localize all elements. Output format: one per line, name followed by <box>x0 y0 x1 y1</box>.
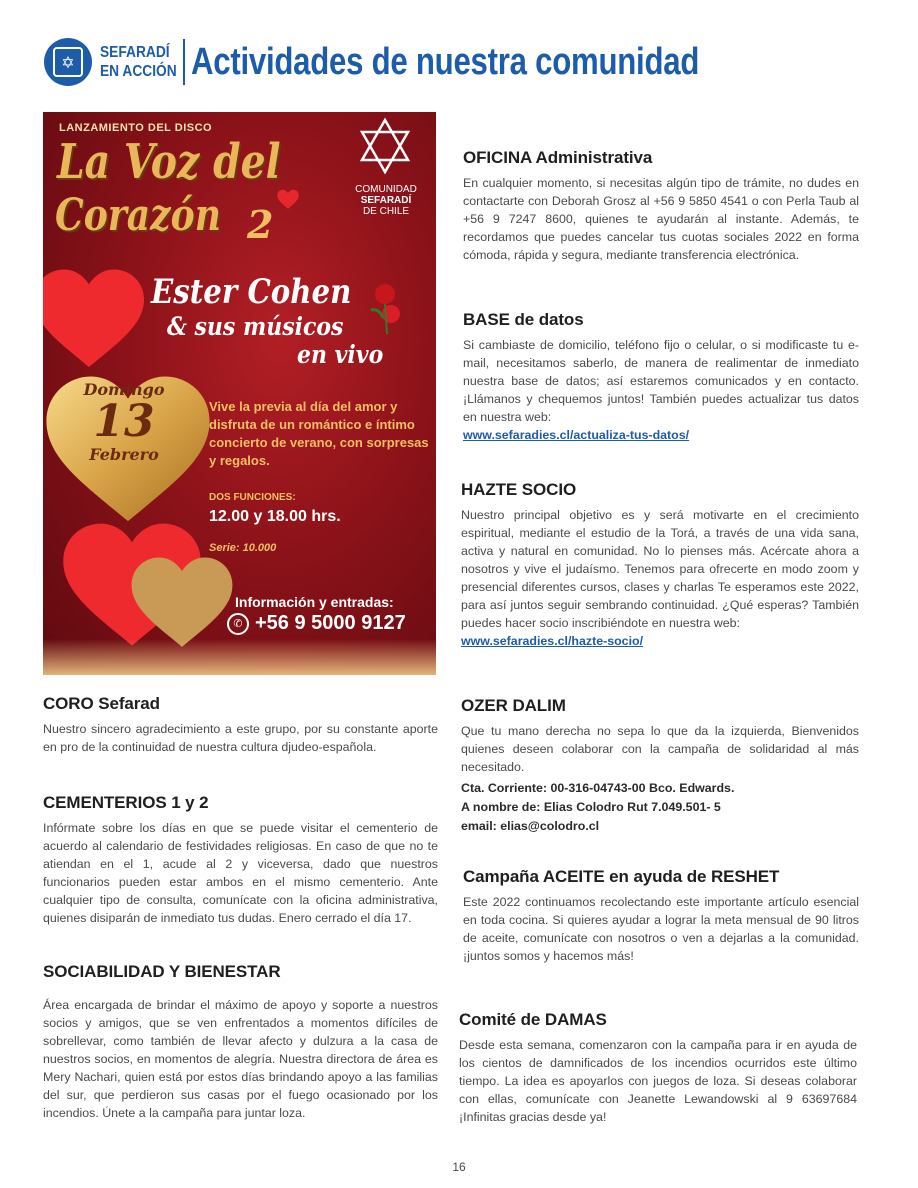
poster-live: en vivo <box>297 340 384 369</box>
poster-date <box>47 380 201 464</box>
section-brand <box>100 43 189 81</box>
section-body: Desde esta semana, comenzaron con la campaña para ir en ayuda de los cientos de damnificados de los incendios ocurridos este último tiempo. La idea es apoyarlos con juegos de loza. Si deseas colaborar con ellas, comunícate con Jeanette Lewandowski al 9 63697684 ¡Infinitas gracias desde ya! <box>459 1038 857 1124</box>
section-aceite <box>463 867 859 965</box>
poster-title-number: 2 <box>247 202 274 247</box>
section-title: Comité de DAMAS <box>459 1010 607 1029</box>
section-ozer-dalim <box>461 696 859 836</box>
section-body: Infórmate sobre los días en que se puede visitar el cementerio de acuerdo al calendario de festividades religiosas. En caso de que no te atiendan en el 1, acude al 2 y viceversa, dado que nuestros funcionarios pueden estar ambos en el mismo cementerio. Ante cualquier tipo de consulta, comunícate con la oficina administrativa, quienes disiparán de inmediato tus dudas. Enero cerrado el día 17. <box>43 821 438 925</box>
section-body: En cualquier momento, si necesitas algún tipo de trámite, no dudes en contactarte con Deborah Grosz al +56 9 5850 4541 o con Perla Taub al +56 9 7247 8600, quienes te ayudarán al instante. Además, te recordamos que puedes cancelar tus cuotas sociales 2022 en forma cómoda, rápida y segura, mediante transferencia electrónica. <box>463 176 859 262</box>
poster-date-dayname: Domingo <box>83 380 165 399</box>
section-oficina <box>463 148 859 264</box>
section-body: Que tu mano derecha no sepa lo que da la izquierda, Bienvenidos quienes deseen colaborar con la campaña de solidaridad al más necesitado. <box>461 724 859 774</box>
section-cementerios <box>43 793 438 927</box>
poster-organization <box>343 184 429 217</box>
section-title: CORO Sefarad <box>43 694 160 713</box>
org-line-3: DE CHILE <box>362 206 410 217</box>
account-holder: A nombre de: Elias Colodro Rut 7.049.501- 5 <box>461 800 721 814</box>
poster-date-month: Febrero <box>89 445 159 464</box>
poster-title-line-1: La Voz del <box>57 134 281 190</box>
org-line-1: COMUNIDAD <box>355 184 417 195</box>
section-title: CEMENTERIOS 1 y 2 <box>43 793 209 812</box>
section-title: OFICINA Administrativa <box>463 148 653 167</box>
page-number: 16 <box>452 1160 466 1174</box>
whatsapp-icon: ✆ <box>227 613 249 635</box>
section-hazte-socio <box>461 480 859 650</box>
section-body: Si cambiaste de domicilio, teléfono fijo o celular, o si modificaste tu e-mail, necesitamos saberlo, de manera de realimentar de inmediato nuestra base de datos; así estaremos comunicados y en contacto. ¡Llámanos y chequemos juntos! También puedes actualizar tus datos en nuestra web: <box>463 338 859 424</box>
actualiza-datos-link[interactable]: www.sefaradies.cl/actualiza-tus-datos/ <box>463 428 690 442</box>
poster-launch-label: LANZAMIENTO DEL DISCO <box>59 122 213 134</box>
section-body: Nuestro sincero agradecimiento a este grupo, por su constante aporte en pro de la continuidad de nuestra cultura djudeo-española. <box>43 722 438 754</box>
poster-artist: Ester Cohen <box>151 272 352 312</box>
brand-line-2: EN ACCIÓN <box>100 63 177 80</box>
poster-musicians: & sus músicos <box>167 312 344 341</box>
section-coro <box>43 694 438 756</box>
hazte-socio-link[interactable]: www.sefaradies.cl/hazte-socio/ <box>461 634 644 648</box>
header-divider <box>183 39 185 85</box>
star-of-david-icon <box>355 116 415 176</box>
poster-phone-number: +56 9 5000 9127 <box>255 612 406 634</box>
poster-title-line-2: Corazón <box>55 190 221 241</box>
poster-functions: 12.00 y 18.00 hrs. <box>209 508 341 525</box>
heart-icon <box>275 186 301 212</box>
poster-description: Vive la previa al día del amor y disfruta de un romántico e íntimo concierto de verano, con sorpresas y regalos. <box>209 399 429 468</box>
star-of-david-book-icon: ✡ <box>53 47 83 77</box>
section-sociabilidad <box>43 962 438 1122</box>
section-body: Este 2022 continuamos recolectando este importante artículo esencial en toda cocina. Si quieres ayudar a lograr la meta mensual de 90 litros de aceite, comunícate con nosotros o ven a dejarlas a la comunidad. ¡juntos somos y hacemos más! <box>463 895 859 963</box>
poster-phone <box>227 612 406 635</box>
poster-date-day: 13 <box>93 396 155 447</box>
poster-functions-label: DOS FUNCIONES: <box>209 492 296 503</box>
poster-series: Serie: 10.000 <box>209 542 277 554</box>
section-base-datos <box>463 310 859 444</box>
rose-icon <box>365 280 405 336</box>
section-title: Campaña ACEITE en ayuda de RESHET <box>463 867 780 886</box>
concert-poster <box>43 112 436 675</box>
brand-line-1: SEFARADÍ <box>100 44 170 61</box>
org-line-2: SEFARADÍ <box>360 195 412 206</box>
section-title: SOCIABILIDAD Y BIENESTAR <box>43 962 281 981</box>
red-heart-decoration <box>43 262 149 372</box>
section-damas <box>459 1010 857 1126</box>
section-body: Área encargada de brindar el máximo de apoyo y soporte a nuestros socios y amigos, que se ven enfrentados a momentos difíciles de sobrellevar, como también de llevar afecto y dulzura a la casa de nuestros socios, en momentos de alegría. Nuestra directora de área es Mery Nachari, quien está por estos días brindando apoyo a las familias del sur, que perdieron sus casas por el fuego ocasionado por los incendios. Únete a la campaña para juntar loza. <box>43 998 438 1120</box>
page-header <box>44 36 811 88</box>
poster-info-label: Información y entradas: <box>235 594 394 610</box>
section-title: HAZTE SOCIO <box>461 480 577 499</box>
poster-bottom-glow <box>43 639 436 675</box>
section-body: Nuestro principal objetivo es y será motivarte en el crecimiento espiritual, mediante el estudio de la Torá, a través de una vida sana, activa y natural en comunidad. No lo pienses más. Acércate ahora a nosotros y vive el judaísmo. Tenemos para ofrecerte en modo zoom y presencial diferentes cursos, clases y charlas Te esperamos este 2022, para así juntos seguir sembrando continuidad. ¿Qué esperas? También puedes hacer socio inscribiéndote en nuestra web: <box>461 508 859 630</box>
page-title: Actividades de nuestra comunidad <box>191 40 700 83</box>
sefaradi-logo <box>44 38 92 86</box>
bank-account: Cta. Corriente: 00-316-04743-00 Bco. Edwards. <box>461 781 735 795</box>
section-title: BASE de datos <box>463 310 584 329</box>
contact-email: email: elias@colodro.cl <box>461 819 600 833</box>
section-title: OZER DALIM <box>461 696 566 715</box>
